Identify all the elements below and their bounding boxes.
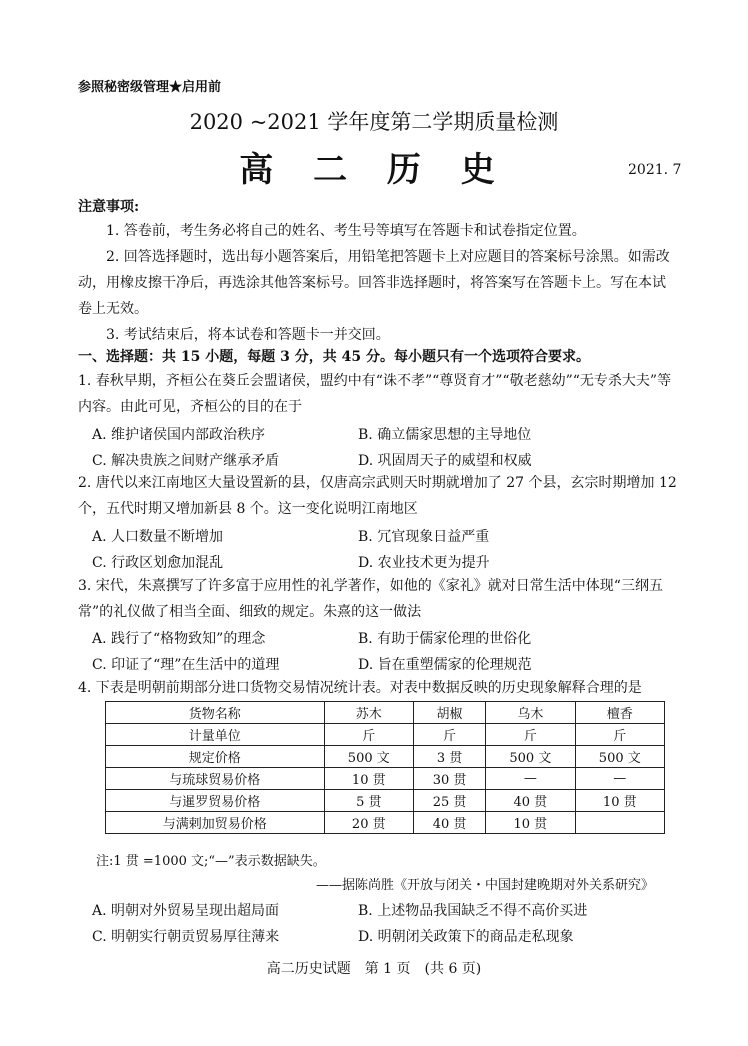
table-cell: 胡椒 <box>413 702 485 724</box>
table-cell: 10 贯 <box>486 812 575 834</box>
option-c: C. 行政区划愈加混乱 <box>92 555 224 571</box>
option-d: D. 农业技术更为提升 <box>358 555 490 571</box>
table-cell: 檀香 <box>575 702 664 724</box>
exam-title: 2020 ~2021 学年度第二学期质量检测 <box>189 110 559 134</box>
notice-item: 3. 考试结束后，将本试卷和答题卡一并交回。 <box>106 327 390 343</box>
option-c: C. 明朝实行朝贡贸易厚往薄来 <box>92 929 280 945</box>
table-cell: 500 文 <box>486 746 575 768</box>
option-b: B. 上述物品我国缺乏不得不高价买进 <box>358 903 588 919</box>
table-cell: 计量单位 <box>106 724 325 746</box>
table-cell: 乌木 <box>486 702 575 724</box>
option-a: A. 践行了“格物致知”的理念 <box>92 631 266 647</box>
subject-title: 高 二 历 史 <box>239 150 509 190</box>
question-stem: 2. 唐代以来江南地区大量设置新的县，仅唐高宗武则天时期就增加了 27 个县，玄宗时期增加 12 个，五代时期又增加新县 8 个。这一变化说明江南地区 <box>78 475 677 517</box>
table-cell: 规定价格 <box>106 746 325 768</box>
table-cell: 斤 <box>413 724 485 746</box>
option-b: B. 确立儒家思想的主导地位 <box>358 427 532 443</box>
table-cell: 3 贯 <box>413 746 485 768</box>
table-cell: — <box>575 768 664 790</box>
option-a: A. 人口数量不断增加 <box>92 529 224 545</box>
table-cell: 40 贯 <box>413 812 485 834</box>
option-d: D. 明朝闭关政策下的商品走私现象 <box>358 929 574 945</box>
page-footer: 高二历史试题 第 1 页 (共 6 页) <box>266 961 482 977</box>
table-cell: 5 贯 <box>324 790 413 812</box>
table-cell: 10 贯 <box>575 790 664 812</box>
table-cell: 与暹罗贸易价格 <box>106 790 325 812</box>
table-row <box>106 812 665 834</box>
table-row <box>106 768 665 790</box>
question-stem: 1. 春秋早期，齐桓公在葵丘会盟诸侯，盟约中有“诛不孝”“尊贤育才”“敬老慈幼”“无专杀大夫”等内容。由此可见，齐桓公的目的在于 <box>78 373 672 415</box>
table-source: ——据陈尚胜《开放与闭关・中国封建晚期对外关系研究》 <box>316 878 655 893</box>
option-c: C. 印证了“理”在生活中的道理 <box>92 657 280 673</box>
option-b: B. 冗官现象日益严重 <box>358 529 490 545</box>
question-stem: 3. 宋代，朱熹撰写了许多富于应用性的礼学著作，如他的《家礼》就对日常生活中体现“三纲五常”的礼仪做了相当全面、细致的规定。朱熹的这一做法 <box>78 578 663 620</box>
option-b: B. 有助于儒家伦理的世俗化 <box>358 631 532 647</box>
table-cell: 苏木 <box>324 702 413 724</box>
option-c: C. 解决贵族之间财产继承矛盾 <box>92 453 280 469</box>
table-cell: — <box>486 768 575 790</box>
table-cell: 500 文 <box>575 746 664 768</box>
table-row <box>106 724 665 746</box>
option-d: D. 巩固周天子的威望和权威 <box>358 453 532 469</box>
table-cell: 10 贯 <box>324 768 413 790</box>
option-a: A. 维护诸侯国内部政治秩序 <box>92 427 266 443</box>
option-d: D. 旨在重塑儒家的伦理规范 <box>358 657 532 673</box>
confidential-label: 参照秘密级管理★启用前 <box>78 80 222 95</box>
goods-trade-table <box>105 701 665 834</box>
table-cell: 500 文 <box>324 746 413 768</box>
table-note: 注:1 贯 =1000 文;“—”表示数据缺失。 <box>96 854 326 869</box>
table-row <box>106 790 665 812</box>
table-cell: 与琉球贸易价格 <box>106 768 325 790</box>
table-cell: 20 贯 <box>324 812 413 834</box>
table-row <box>106 702 665 724</box>
section-title: 一、选择题：共 15 小题，每题 3 分，共 45 分。每小题只有一个选项符合要求。 <box>78 349 590 365</box>
exam-date: 2021. 7 <box>628 162 682 178</box>
table-cell: 30 贯 <box>413 768 485 790</box>
table-row <box>106 746 665 768</box>
notice-item: 1. 答卷前，考生务必将自己的姓名、考生号等填写在答题卡和试卷指定位置。 <box>106 223 586 239</box>
table-cell: 与满剌加贸易价格 <box>106 812 325 834</box>
notice-item: 2. 回答选择题时，选出每小题答案后，用铅笔把答题卡上对应题目的答案标号涂黑。如需改动，用橡皮擦干净后，再选涂其他答案标号。回答非选择题时，将答案写在答题卡上。写在本试卷上无效。 <box>78 249 670 317</box>
question-stem: 4. 下表是明朝前期部分进口货物交易情况统计表。对表中数据反映的历史现象解释合理的是 <box>78 680 642 696</box>
notice-heading: 注意事项: <box>78 199 140 215</box>
option-a: A. 明朝对外贸易呈现出超局面 <box>92 903 280 919</box>
table-cell: 斤 <box>575 724 664 746</box>
table-cell: 25 贯 <box>413 790 485 812</box>
table-cell: 斤 <box>486 724 575 746</box>
table-cell <box>575 812 664 834</box>
table-cell: 40 贯 <box>486 790 575 812</box>
table-cell: 货物名称 <box>106 702 325 724</box>
table-cell: 斤 <box>324 724 413 746</box>
